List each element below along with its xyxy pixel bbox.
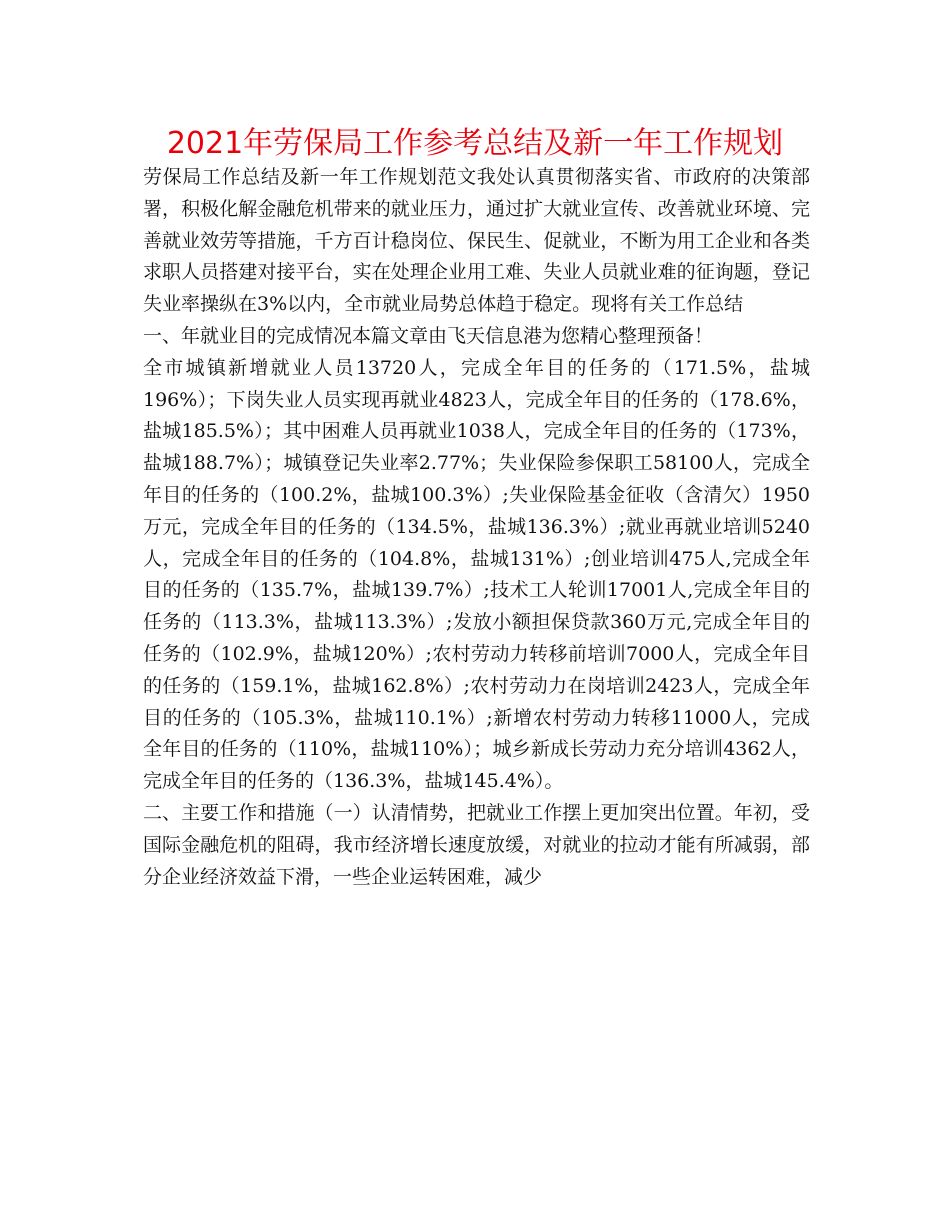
paragraph-section-two: 二、主要工作和措施（一）认清情势，把就业工作摆上更加突出位置。年初，受国际金融危机的阻碍，我市经济增长速度放缓，对就业的拉动才能有所减弱，部分企业经济效益下滑，一些企业运转困难，减少 [143,801,810,888]
document-body [143,162,810,893]
paragraph-statistics: 全市城镇新增就业人员13720人，完成全年目的任务的（171.5%，盐城196%）；下岗失业人员实现再就业4823人，完成全年目的任务的（178.6%，盐城185.5%）；其中困难人员再就业1038人，完成全年目的任务的（173%，盐城188.7%）；城镇登记失业率2.77%；失业保险参保职工58100人，完成全年目的任务的（100.2%，盐城100.3%）;失业保险基金征收（含清欠）1950万元，完成全年目的任务的（134.5%，盐城136.3%）;就业再就业培训5240人，完成全年目的任务的（104.8%，盐城131%）;创业培训475人,完成全年目的任务的（135.7%，盐城139.7%）;技术工人轮训17001人,完成全年目的任务的（113.3%，盐城113.3%）;发放小额担保贷款360万元,完成全年目的任务的（102.9%，盐城120%）;农村劳动力转移前培训7000人，完成全年目的任务的（159.1%，盐城162.8%）;农村劳动力在岗培训2423人，完成全年目的任务的（105.3%，盐城110.1%）;新增农村劳动力转移11000人，完成全年目的任务的（110%，盐城110%）；城乡新成长劳动力充分培训4362人，完成全年目的任务的（136.3%，盐城145.4%）。 [143,356,810,793]
paragraph-intro: 劳保局工作总结及新一年工作规划范文我处认真贯彻落实省、市政府的决策部署，积极化解金融危机带来的就业压力，通过扩大就业宣传、改善就业环境、完善就业效劳等措施，千方百计稳岗位、保民生、促就业，不断为用工企业和各类求职人员搭建对接平台，实在处理企业用工难、失业人员就业难的征询题，登记失业率操纵在3%以内，全市就业局势总体趋于稳定。现将有关工作总结 [143,166,810,316]
paragraph-section-one-heading: 一、年就业目的完成情况本篇文章由飞天信息港为您精心整理预备！ [143,324,714,347]
document-title: 2021年劳保局工作参考总结及新一年工作规划 [166,126,784,161]
